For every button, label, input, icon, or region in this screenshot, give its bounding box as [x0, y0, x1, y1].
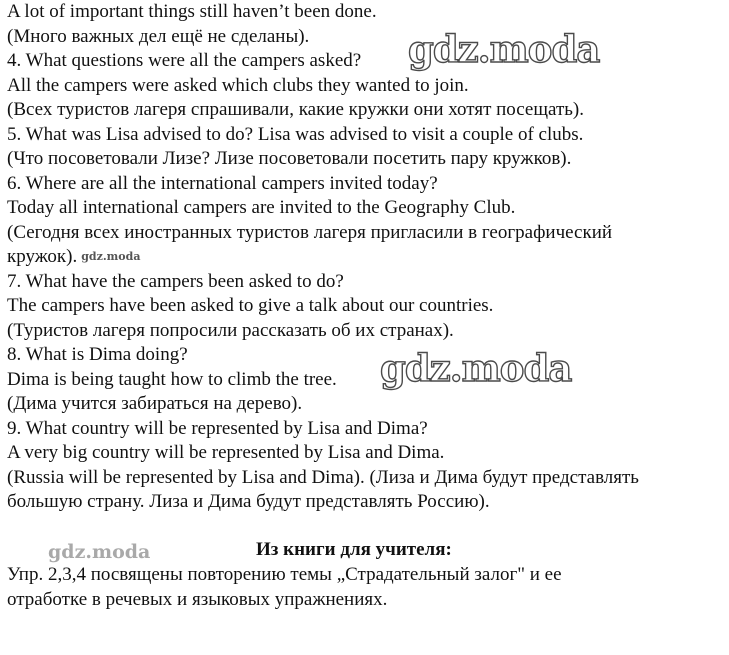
question-8: 8. What is Dima doing? [7, 344, 188, 366]
text-line: большую страну. Лиза и Дима будут представлять Россию). [7, 491, 490, 513]
teacher-book-heading: Из книги для учителя: [256, 539, 452, 560]
question-5: 5. What was Lisa advised to do? Lisa was advised to visit a couple of clubs. [7, 123, 584, 145]
question-4: 4. What questions were all the campers asked? [7, 50, 362, 71]
text-line: A lot of important things still haven’t been done. [7, 1, 377, 22]
watermark-middle: gdz.moda [380, 346, 572, 390]
watermark-small: gdz.moda [81, 250, 141, 264]
teacher-text-line: отработке в речевых и языковых упражнениях. [7, 588, 388, 610]
text-line: Today all international campers are invited to the Geography Club. [7, 197, 516, 218]
text-line: The campers have been asked to give a talk about our countries. [7, 295, 494, 317]
text-line: (Туристов лагеря попросили рассказать об их странах). [7, 319, 454, 341]
question-7: 7. What have the campers been asked to do? [7, 270, 344, 292]
text-line-with-watermark [7, 245, 723, 270]
text-line: (Сегодня всех иностранных туристов лагеря пригласили в географический [7, 221, 613, 243]
text-line: (Что посоветовали Лизе? Лизе посоветовали посетить пару кружков). [7, 148, 572, 169]
watermark-bottom: gdz.moda [48, 541, 151, 563]
text-line: (Дима учится забираться на дерево). [7, 393, 303, 415]
text-line: (Всех туристов лагеря спрашивали, какие кружки они хотят посещать). [7, 99, 584, 120]
text-line: A very big country will be represented by Lisa and Dima. [7, 442, 445, 464]
text-line: (Russia will be represented by Lisa and Dima). (Лиза и Дима будут представлять [7, 466, 639, 488]
question-6: 6. Where are all the international campers invited today? [7, 172, 438, 194]
text-fragment: кружок). [7, 246, 78, 267]
text-line: All the campers were asked which clubs they wanted to join. [7, 74, 469, 96]
teacher-text-line: Упр. 2,3,4 посвящены повторению темы „Страдательный залог" и ее [7, 564, 562, 586]
watermark-top: gdz.moda [408, 27, 600, 71]
question-9: 9. What country will be represented by Lisa and Dima? [7, 417, 428, 439]
document-page [7, 0, 723, 612]
text-line: (Много важных дел ещё не сделаны). [7, 25, 310, 47]
spacer [7, 515, 723, 539]
text-line: Dima is being taught how to climb the tree. [7, 368, 337, 390]
